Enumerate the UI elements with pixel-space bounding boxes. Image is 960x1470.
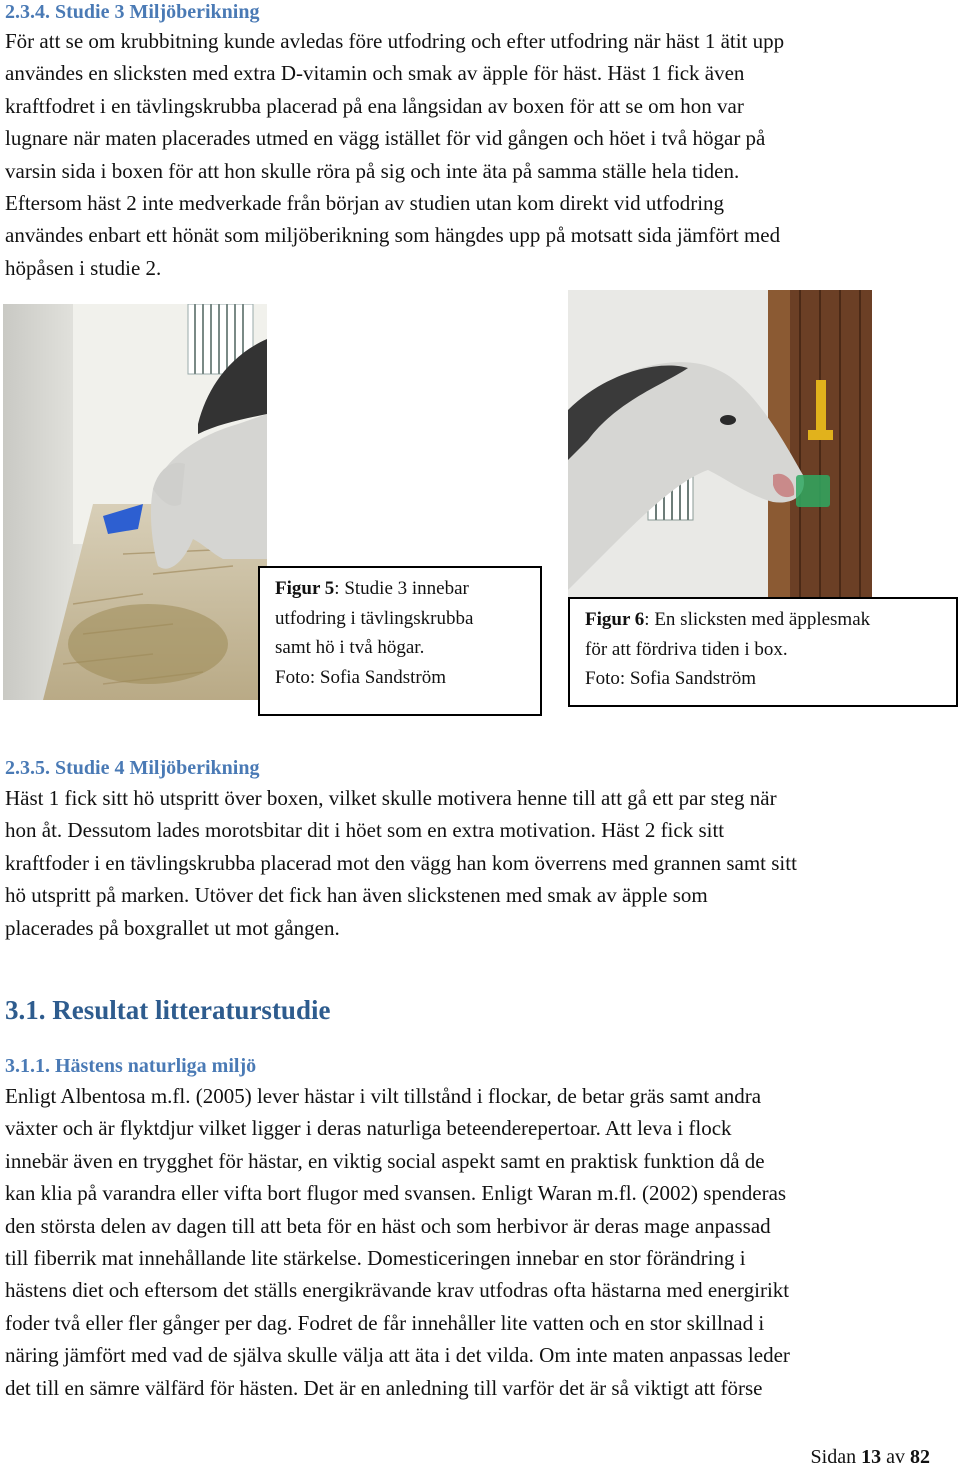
text-line: den största delen av dagen till att beta för en häst och som herbivor är deras mage anpassad xyxy=(5,1213,771,1238)
text-line: Häst 1 fick sitt hö utspritt över boxen, vilket skulle motivera henne till att gå ett par steg när xyxy=(5,786,777,810)
caption-text: Foto: Sofia Sandström xyxy=(585,668,757,689)
caption-text: : En slicksten med äpplesmak xyxy=(644,609,871,630)
heading-3-1: 3.1. Resultat litteraturstudie xyxy=(5,995,331,1025)
heading-3-1-1: 3.1.1. Hästens naturliga miljö xyxy=(5,1055,257,1077)
text-line: kan klia på varandra eller vifta bort flugor med svansen. Enligt Waran m.fl. (2002) spenderas xyxy=(5,1181,787,1206)
caption-text: utfodring i tävlingskrubba xyxy=(275,607,474,629)
figure-5-caption xyxy=(258,566,542,716)
current-page: 13 xyxy=(861,1446,882,1468)
caption-text: Foto: Sofia Sandström xyxy=(275,666,447,688)
text-line: foder två eller fler gånger per dag. Fodret de får innehåller lite vatten och en stor skillnad i xyxy=(5,1310,765,1335)
text-line: hästens diet och eftersom det ställs energikrävande krav utfodras ofta hästarna med energirikt xyxy=(5,1278,790,1303)
text-line: För att se om krubbitning kunde avledas före utfodring och efter utfodring när häst 1 ätit upp xyxy=(5,29,785,53)
text-line: hon åt. Dessutom lades morotsbitar dit i höet som en extra motivation. Häst 2 fick sitt xyxy=(5,818,725,843)
text-line: kraftfoder i en tävlingskrubba placerad mot den vägg han kom överrens med grannen samt sitt xyxy=(5,850,797,875)
figure-6-caption xyxy=(568,597,958,707)
text-line: det till en sämre välfärd för hästen. Det är en anledning till varför det är så viktigt att förse xyxy=(5,1375,763,1400)
figure-label: Figur 5 xyxy=(275,578,335,599)
text-line: växter och är flyktdjur vilket ligger i deras naturliga beteenderepertoar. Att leva i flock xyxy=(5,1116,732,1141)
heading-2-3-5: 2.3.5. Studie 4 Miljöberikning xyxy=(5,757,260,779)
text-line: innebär även en trygghet för hästar, en viktig social aspekt samt en praktisk funktion då de xyxy=(5,1148,765,1173)
text-line: placerades på boxgrallet ut mot gången. xyxy=(5,915,340,940)
text-line: varsin sida i boxen för att hon skulle röra på sig och inte äta på samma ställe hela tiden. xyxy=(5,158,740,183)
text-line: Enligt Albentosa m.fl. (2005) lever hästar i vilt tillstånd i flockar, de betar gräs samt andra xyxy=(5,1084,762,1108)
text-line: Eftersom häst 2 inte medverkade från början av studien utan kom direkt vid utfodring xyxy=(5,191,725,216)
caption-text: samt hö i två högar. xyxy=(275,637,425,658)
footer-sep: av xyxy=(886,1446,905,1468)
total-pages: 82 xyxy=(910,1446,930,1468)
text-line: höpåsen i studie 2. xyxy=(5,255,162,280)
text-line: lugnare när maten placerades utmed en vägg istället för vid gången och höet i två högar på xyxy=(5,126,766,151)
text-line: näring jämfört med vad de själva skulle välja att äta i det vilda. Om inte maten anpassas leder xyxy=(5,1343,790,1368)
photo-horse-licking-stone xyxy=(568,290,872,600)
text-line: användes enbart ett hönät som miljöberikning som hängdes upp på motsatt sida jämfört med xyxy=(5,223,781,248)
paragraph-hastens-naturliga-miljo xyxy=(5,1080,935,1404)
caption-text: för att fördriva tiden i box. xyxy=(585,638,788,660)
footer-prefix: Sidan xyxy=(810,1446,857,1468)
photo-horse-eating-hay xyxy=(3,304,267,700)
text-line: användes en slicksten med extra D-vitamin och smak av äpple för häst. Häst 1 fick även xyxy=(5,61,745,86)
heading-2-3-4: 2.3.4. Studie 3 Miljöberikning xyxy=(5,1,260,23)
paragraph-studie-3 xyxy=(5,25,935,284)
page-number-footer xyxy=(811,1444,930,1470)
paragraph-studie-4 xyxy=(5,782,935,944)
text-line: kraftfodret i en tävlingskrubba placerad på ena långsidan av boxen för att se om hon var xyxy=(5,93,744,118)
caption-text: : Studie 3 innebar xyxy=(334,578,469,599)
text-line: hö utspritt på marken. Utöver det fick han även slickstenen med smak av äpple som xyxy=(5,883,708,908)
text-line: till fiberrik mat innehållande lite stärkelse. Domesticeringen innebar en stor förändring i xyxy=(5,1246,746,1271)
figure-label: Figur 6 xyxy=(585,609,645,630)
